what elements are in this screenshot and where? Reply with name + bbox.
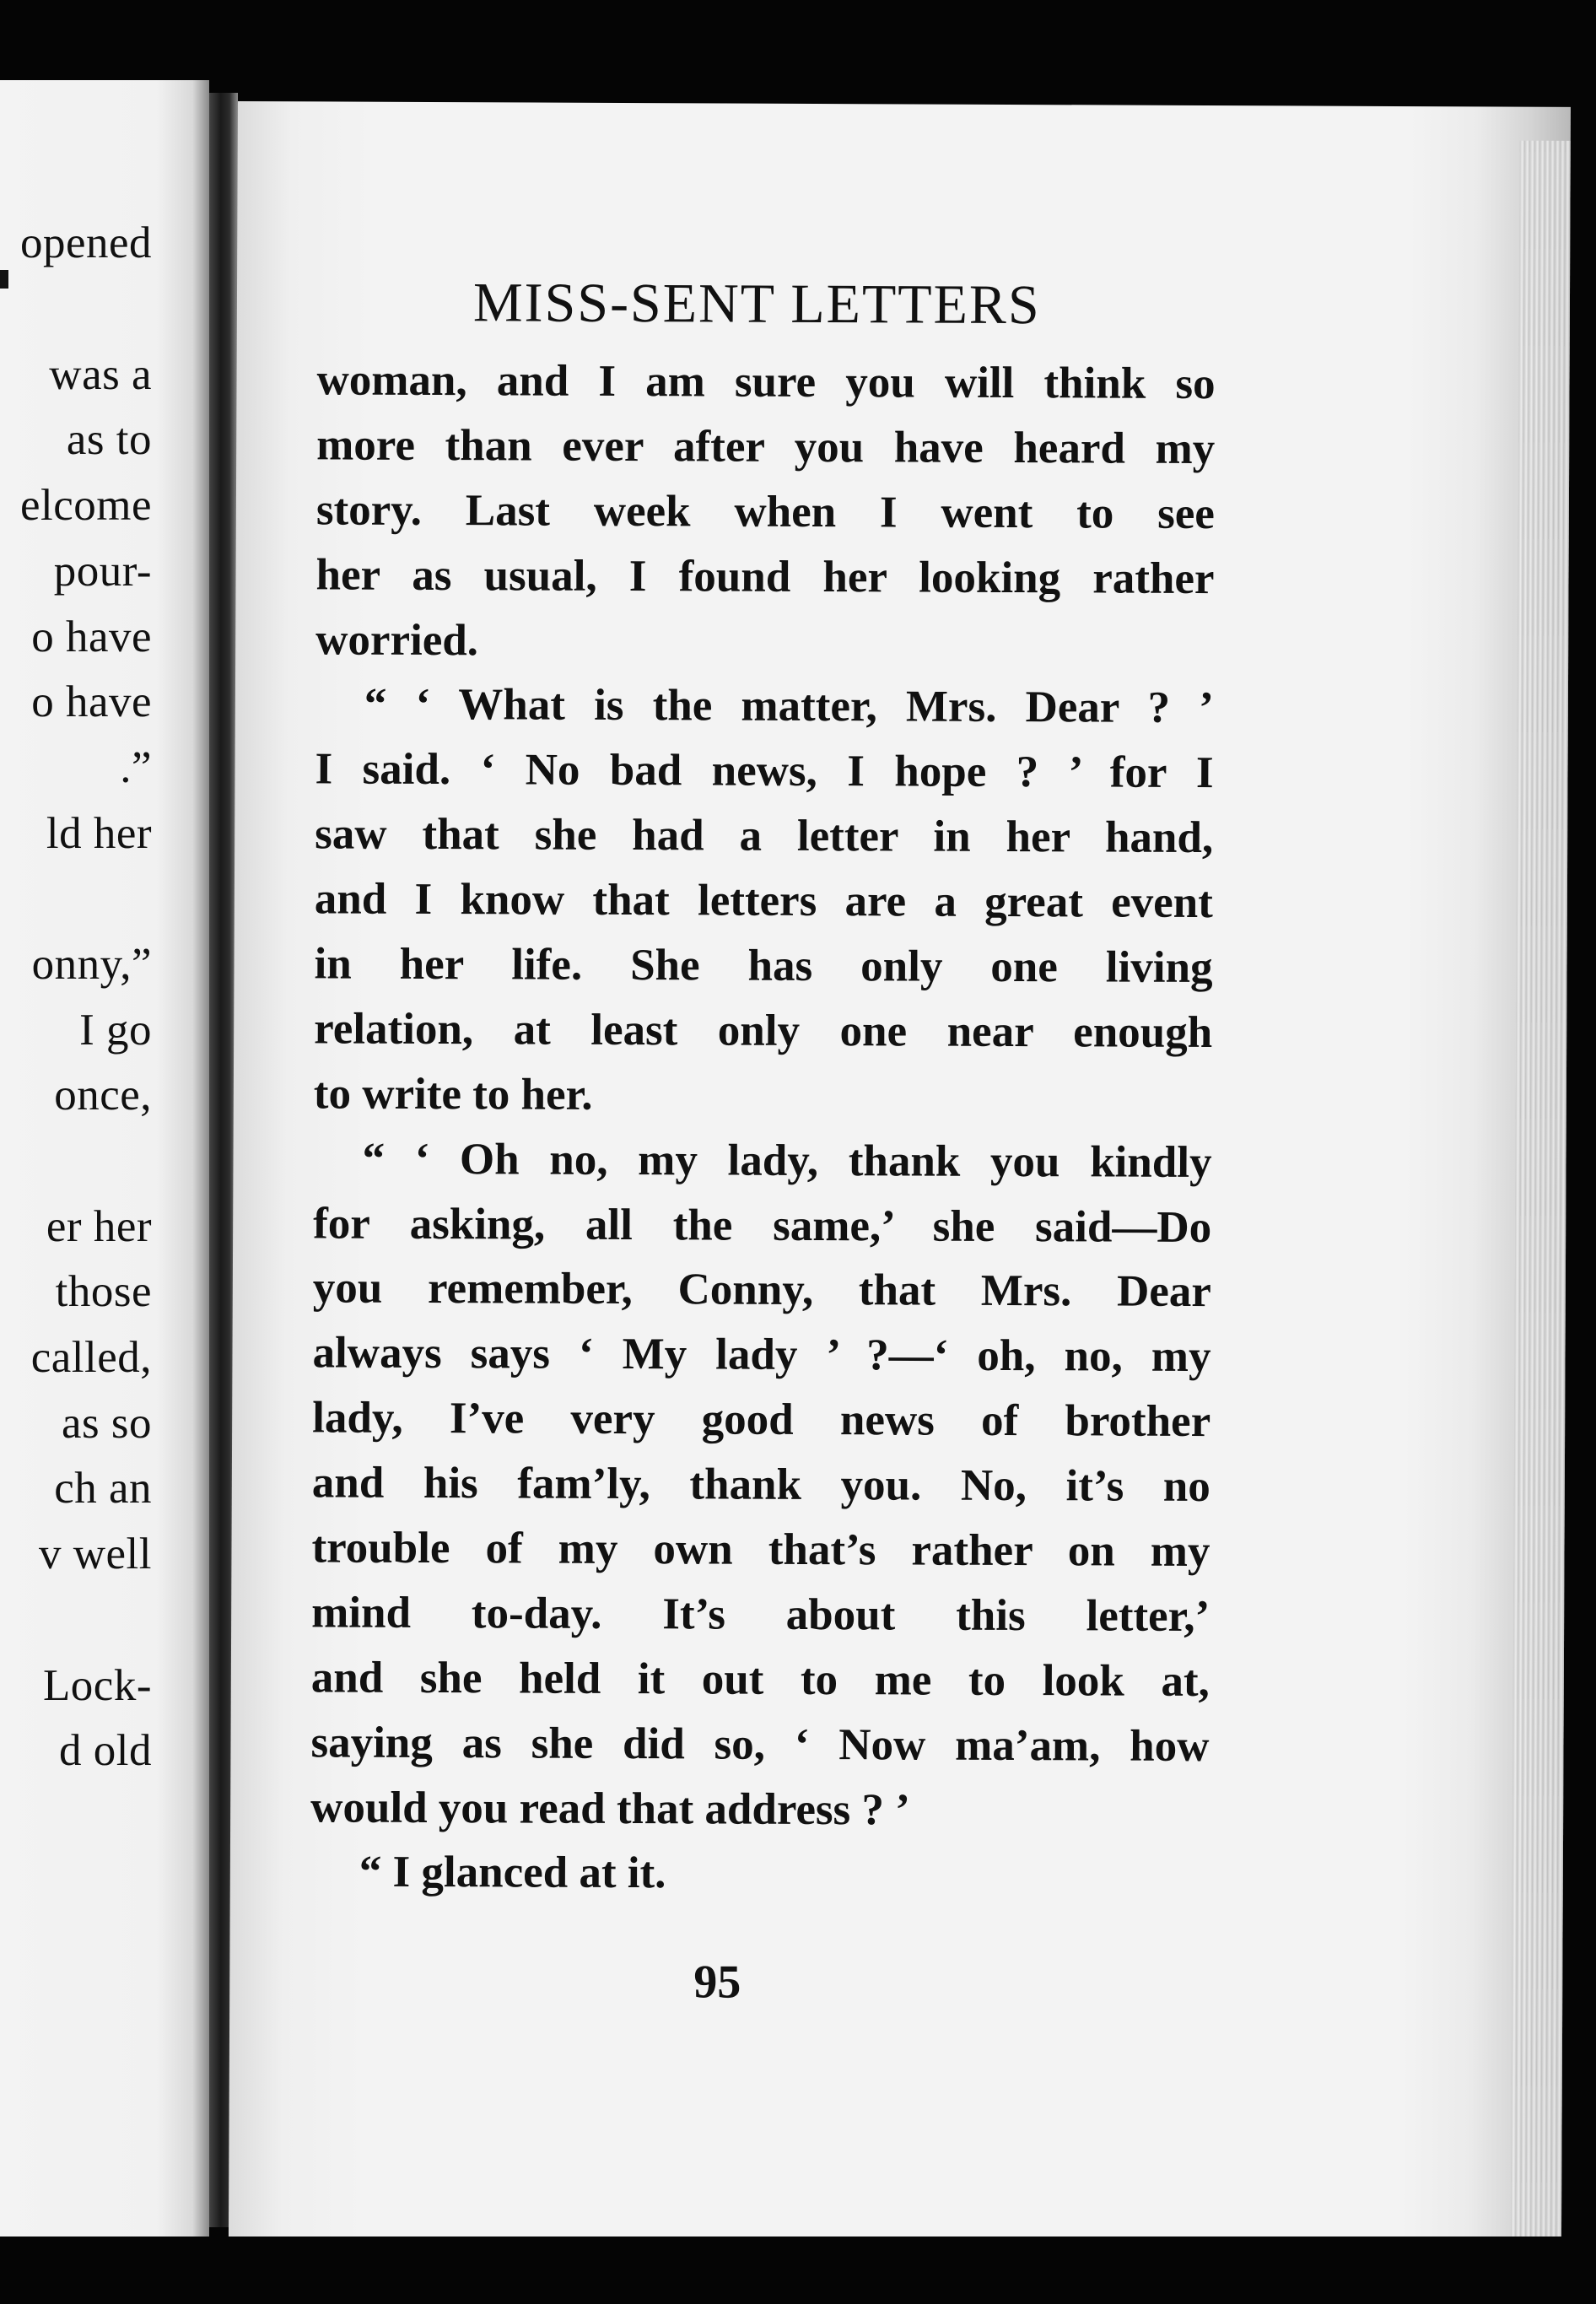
left-line: elcome — [19, 481, 152, 531]
text-line: trouble of my own that’s rather on my — [311, 1523, 1210, 1577]
left-line: ch an — [54, 1464, 152, 1514]
text-line: always says ‘ My lady ’ ?—‘ oh, no, my — [312, 1328, 1211, 1382]
page-number: 95 — [693, 1956, 741, 2009]
left-line: those — [55, 1267, 152, 1317]
running-head: MISS-SENT LETTERS — [472, 272, 1041, 337]
text-line: her as usual, I found her looking rather — [315, 550, 1215, 603]
page-edges — [1511, 141, 1571, 2242]
text-line: for asking, all the same,’ she said—Do — [313, 1198, 1212, 1252]
left-page — [0, 80, 209, 2240]
left-line — [0, 1129, 152, 1195]
left-line: o have — [31, 612, 152, 661]
text-line: story. Last week when I went to see — [315, 485, 1216, 538]
text-line: worried. — [315, 614, 479, 665]
body-text — [310, 348, 1216, 1908]
text-line: “ ‘ What is the matter, Mrs. Dear ? ’ — [364, 680, 1214, 733]
left-line: called, — [30, 1333, 152, 1383]
left-line — [0, 277, 152, 343]
text-line: saw that she had a letter in her hand, — [315, 809, 1214, 863]
left-line: as so — [61, 1398, 152, 1448]
text-line: I said. ‘ No bad news, I hope ? ’ for I — [315, 744, 1214, 798]
text-line: woman, and I am sure you will think so — [316, 355, 1216, 409]
left-line: er her — [46, 1201, 152, 1251]
right-page — [229, 101, 1571, 2246]
left-line: d old — [59, 1726, 152, 1776]
left-line: Lock- — [42, 1660, 152, 1710]
left-line: ld her — [46, 808, 152, 858]
left-page-text — [0, 80, 152, 1784]
text-line: and his fam’ly, thank you. No, it’s no — [311, 1458, 1210, 1512]
text-line: saying as she did so, ‘ Now ma’am, how — [310, 1718, 1210, 1771]
left-line: I go — [79, 1005, 152, 1055]
left-line: was a — [49, 349, 152, 399]
left-line: onny,” — [31, 939, 152, 989]
text-line: “ I glanced at it. — [359, 1848, 666, 1898]
left-line — [0, 80, 152, 146]
text-line: “ ‘ Oh no, my lady, thank you kindly — [362, 1134, 1212, 1187]
text-line: lady, I’ve very good news of brother — [312, 1393, 1211, 1447]
text-line: you remember, Conny, that Mrs. Dear — [312, 1263, 1211, 1317]
text-line: and I know that letters are a great event — [314, 874, 1213, 928]
left-line: opened — [19, 219, 152, 268]
text-line: would you read that address ? ’ — [310, 1782, 911, 1835]
text-line: in her life. She has only one living — [314, 939, 1213, 993]
bottom-shadow — [0, 2237, 1596, 2304]
left-line: .” — [120, 742, 152, 792]
text-line: to write to her. — [313, 1069, 593, 1120]
left-line — [0, 866, 152, 932]
left-line: as to — [66, 415, 152, 465]
left-line: o have — [31, 677, 152, 727]
left-line: pour- — [53, 546, 152, 596]
left-line: once, — [54, 1071, 152, 1120]
left-line: v well — [39, 1530, 152, 1579]
left-line — [0, 146, 152, 212]
text-line: mind to-day. It’s about this letter,’ — [311, 1588, 1210, 1641]
text-line: more than ever after you have heard my — [316, 420, 1216, 473]
text-line: and she held it out to me to look at, — [310, 1653, 1210, 1706]
text-line: relation, at least only one near enough — [314, 1004, 1213, 1057]
left-line — [0, 1588, 152, 1654]
